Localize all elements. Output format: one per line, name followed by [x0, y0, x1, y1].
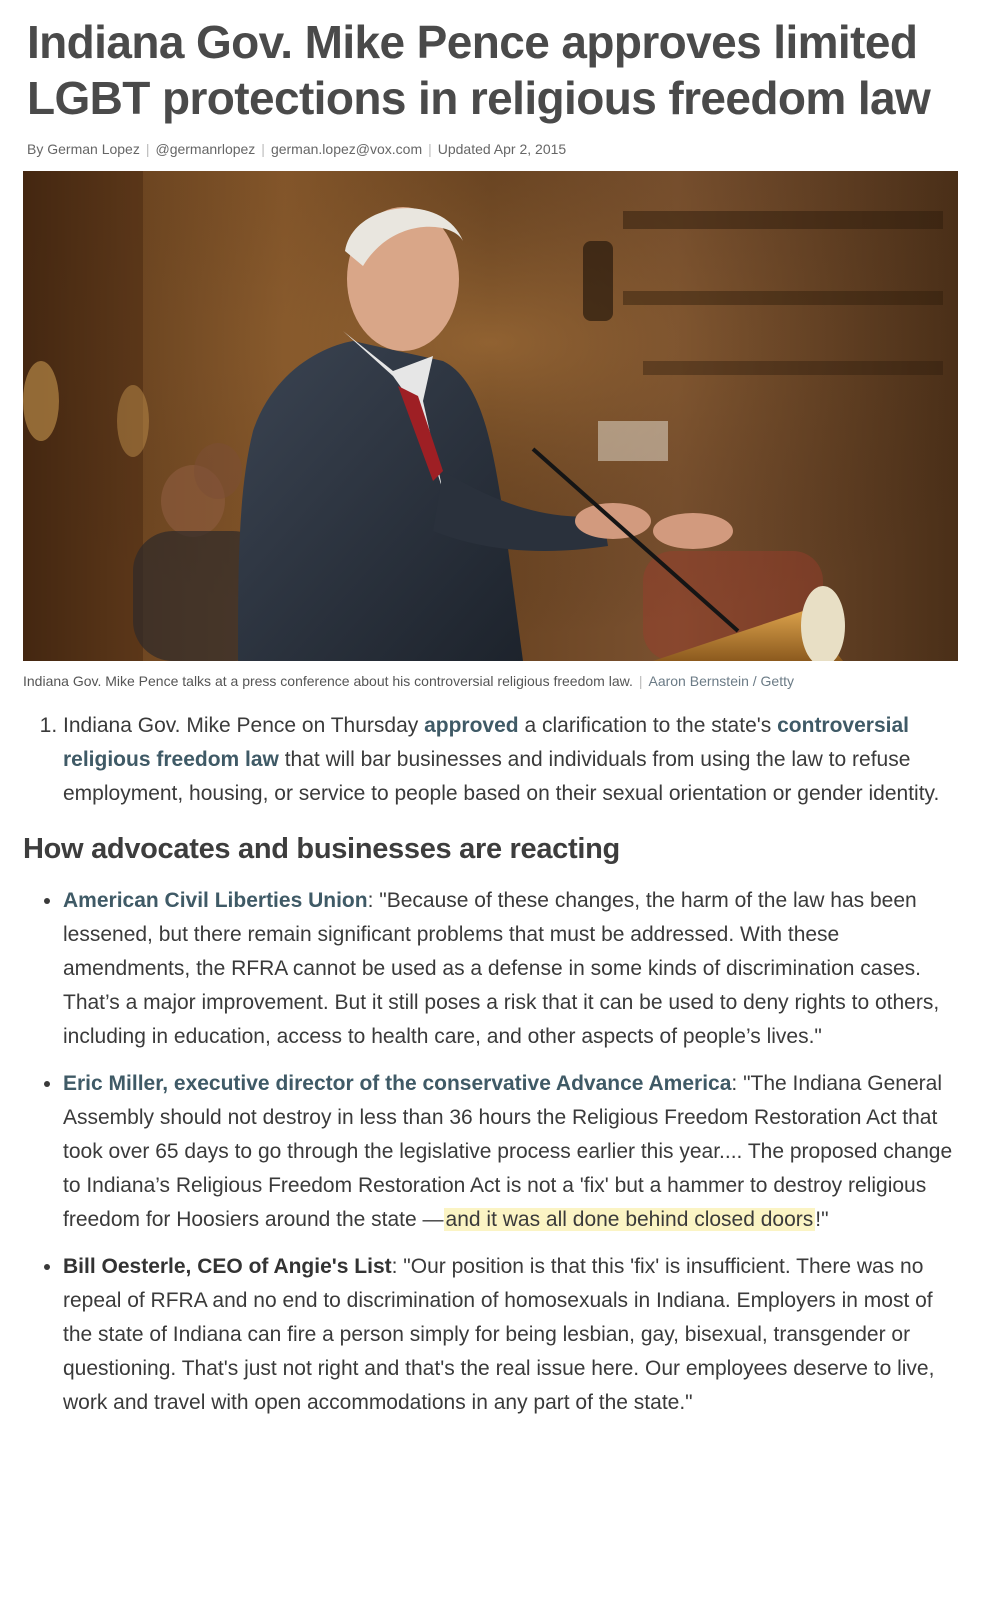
author-email-link[interactable]: german.lopez@vox.com — [270, 141, 423, 157]
summary-text-2: a clarification to the state's — [518, 714, 778, 737]
summary-list — [23, 709, 953, 811]
caption-text: Indiana Gov. Mike Pence talks at a press conference about his controversial religious freedom law. — [23, 673, 633, 689]
approved-link[interactable]: approved — [424, 714, 519, 737]
author-twitter-link[interactable]: @germanrlopez — [155, 141, 256, 157]
article-headline: Indiana Gov. Mike Pence approves limited LGBT protections in religious freedom law — [27, 16, 931, 124]
section-heading: How advocates and businesses are reacting — [23, 833, 620, 865]
reaction-quote-end: !" — [815, 1208, 829, 1231]
hero-photo-illustration — [23, 171, 958, 661]
summary-text-1: Indiana Gov. Mike Pence on Thursday — [63, 714, 425, 737]
reaction-item-bill-oesterle — [63, 1250, 953, 1420]
reaction-quote: : "Our position is that this 'fix' is insufficient. There was no repeal of RFRA and no end to discrimination of homosexuals in Indiana. Employers in most of the state of Indiana can fire a person simply for being lesbian, gay, bisexual, transgender or questioning. That's just not right and that's the real issue here. Our employees deserve to live, work and travel with open accommodations in any part of the state." — [63, 1255, 935, 1414]
bill-oesterle-speaker: Bill Oesterle, CEO of Angie's List — [63, 1255, 392, 1278]
author-link[interactable]: By German Lopez — [27, 141, 140, 157]
byline-divider: | — [428, 141, 432, 157]
updated-date: Updated Apr 2, 2015 — [437, 141, 567, 157]
article-page — [0, 14, 1008, 1623]
religious-freedom-law-link[interactable]: controversial religious freedom law — [63, 714, 909, 771]
hero-photo — [23, 171, 958, 661]
eric-miller-link[interactable]: Eric Miller, executive director of the conservative Advance America — [63, 1072, 732, 1095]
reaction-item-aclu — [63, 884, 953, 1054]
reactions-list — [23, 884, 953, 1420]
reaction-item-eric-miller — [63, 1067, 953, 1237]
byline-divider: | — [261, 141, 265, 157]
reaction-quote: : "The Indiana General Assembly should not destroy in less than 36 hours the Religious Freedom Restoration Act that took over 65 days to go through the legislative process earlier this year.... The proposed change to Indiana’s Religious Freedom Restoration Act is not a 'fix' but a hammer to destroy religious freedom for Hoosiers around the state — — [63, 1072, 953, 1231]
byline-divider: | — [145, 141, 150, 157]
photo-caption — [23, 673, 1008, 689]
highlighted-quote: and it was all done behind closed doors — [445, 1208, 814, 1231]
summary-item — [63, 709, 953, 811]
reaction-quote: : "Because of these changes, the harm of the law has been lessened, but there remain significant problems that must be addressed. With these amendments, the RFRA cannot be used as a defense in some kinds of discrimination cases. That’s a major improvement. But it still poses a risk that it can be used to deny rights to others, including in education, access to health care, and other aspects of people’s lives." — [63, 889, 940, 1048]
photo-credit: Aaron Bernstein / Getty — [648, 673, 795, 689]
summary-text-3: that will bar businesses and individuals from using the law to refuse employment, housing, or service to people based on their sexual orientation or gender identity. — [63, 748, 940, 805]
aclu-link[interactable]: American Civil Liberties Union — [63, 889, 368, 912]
byline — [27, 140, 1008, 158]
caption-divider: | — [638, 673, 643, 689]
